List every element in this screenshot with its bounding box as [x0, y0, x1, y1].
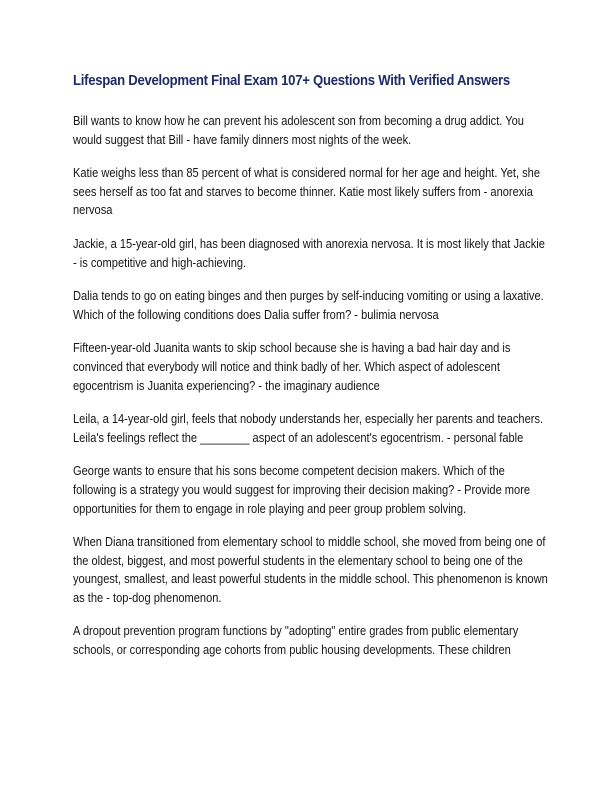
question-answer-8: When Diana transitioned from elementary school to middle school, she moved from being one of the oldest, biggest, and most powerful students in the elementary school to being one of the youngest, smallest, and least powerful students in the middle school. This phenomenon is known as the - top-dog phenomenon.	[73, 535, 548, 605]
question-answer-5: Fifteen-year-old Juanita wants to skip school because she is having a bad hair day and is convinced that everybody will notice and think badly of her. Which aspect of adolescent egocentrism is Juanita experiencing? - the imaginary audience	[73, 341, 511, 393]
question-answer-1: Bill wants to know how he can prevent his adolescent son from becoming a drug addict. You would suggest that Bill - have family dinners most nights of the week.	[73, 114, 524, 147]
question-answer-7: George wants to ensure that his sons become competent decision makers. Which of the following is a strategy you would suggest for improving their decision making? - Provide more opportunities for them to engage in role playing and peer group problem solving.	[73, 464, 531, 516]
question-answer-4: Dalia tends to go on eating binges and then purges by self-inducing vomiting or using a laxative. Which of the following conditions does Dalia suffer from? - bulimia nervosa	[73, 289, 544, 322]
document-title: Lifespan Development Final Exam 107+ Questions With Verified Answers	[73, 73, 510, 89]
question-answer-3: Jackie, a 15-year-old girl, has been diagnosed with anorexia nervosa. It is most likely that Jackie - is competitive and high-achieving.	[73, 236, 545, 270]
question-answer-6: Leila, a 14-year-old girl, feels that nobody understands her, especially her parents and teachers. Leila's feelings reflect the ________ aspect of an adolescent's egocentrism. - personal fable	[73, 412, 544, 445]
question-answer-2: Katie weighs less than 85 percent of what is considered normal for her age and height. Yet, she sees herself as too fat and starves to become thinner. Katie most likely suffers from - anorexia nervosa	[73, 166, 540, 218]
question-answer-9: A dropout prevention program functions by "adopting" entire grades from public elementary schools, or corresponding age cohorts from public housing developments. These children	[73, 624, 519, 658]
